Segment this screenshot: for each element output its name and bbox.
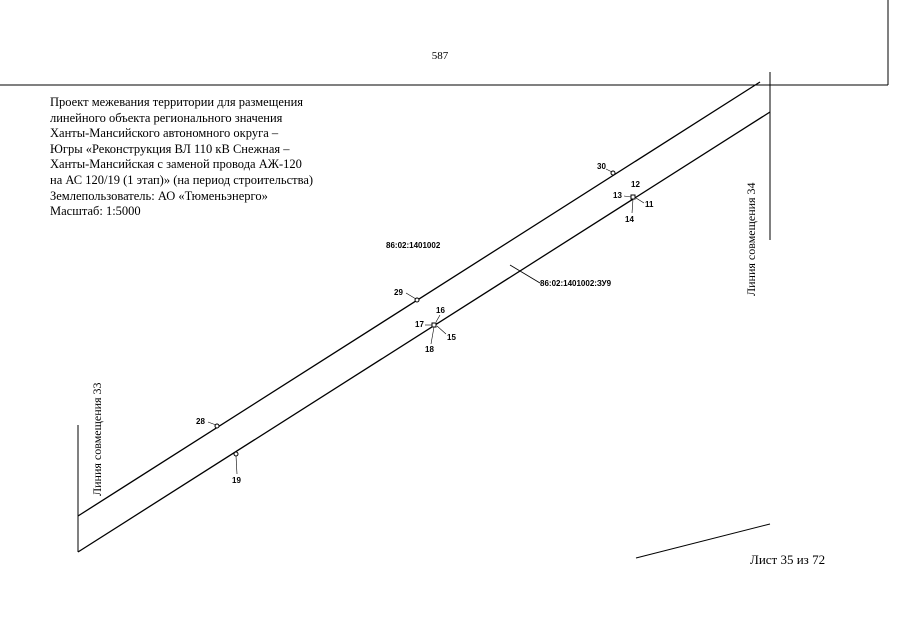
vertex-label-19: 19 — [232, 476, 241, 485]
cadastral-block-label: 86:02:1401002 — [386, 241, 441, 250]
vertex-label-12: 12 — [631, 180, 640, 189]
corridor-boundary-lower — [78, 112, 770, 552]
vertex-label-11: 11 — [645, 200, 654, 209]
vertex-11-14 — [631, 195, 635, 199]
vertex-label-29: 29 — [394, 288, 403, 297]
vertex-label-30: 30 — [597, 162, 606, 171]
title-line: Ханты-Мансийская с заменой провода АЖ-120 — [50, 157, 302, 172]
vertex-label-17: 17 — [415, 320, 424, 329]
vertex-19 — [234, 452, 238, 456]
page-number: 587 — [431, 50, 449, 62]
vertex-label-14: 14 — [625, 215, 634, 224]
vertex-label-13: 13 — [613, 191, 622, 200]
vertex-label-18: 18 — [425, 345, 434, 354]
alignment-line-left-label: Линия совмещения 33 — [90, 382, 104, 496]
title-line: Проект межевания территории для размещения — [50, 95, 304, 109]
vertex-label-16: 16 — [436, 306, 445, 315]
title-line: линейного объекта регионального значения — [50, 110, 283, 125]
title-line: Югры «Реконструкция ВЛ 110 кВ Снежная – — [50, 141, 290, 156]
alignment-line-right-label: Линия совмещения 34 — [744, 182, 758, 296]
vertex-label-28: 28 — [196, 417, 205, 426]
scale-line: Масштаб: 1:5000 — [50, 204, 141, 219]
land-user-line: Землепользователь: АО «Тюменьэнерго» — [50, 188, 268, 203]
vertex-15-18 — [432, 323, 436, 327]
title-line: Ханты-Мансийского автономного округа – — [50, 126, 279, 141]
cadastral-plot-label: 86:02:1401002:ЗУ9 — [540, 279, 612, 288]
title-line: на АС 120/19 (1 этап)» (на период строительства) — [50, 172, 314, 187]
vertex-label-15: 15 — [447, 333, 456, 342]
sheet-number: Лист 35 из 72 — [750, 552, 826, 567]
